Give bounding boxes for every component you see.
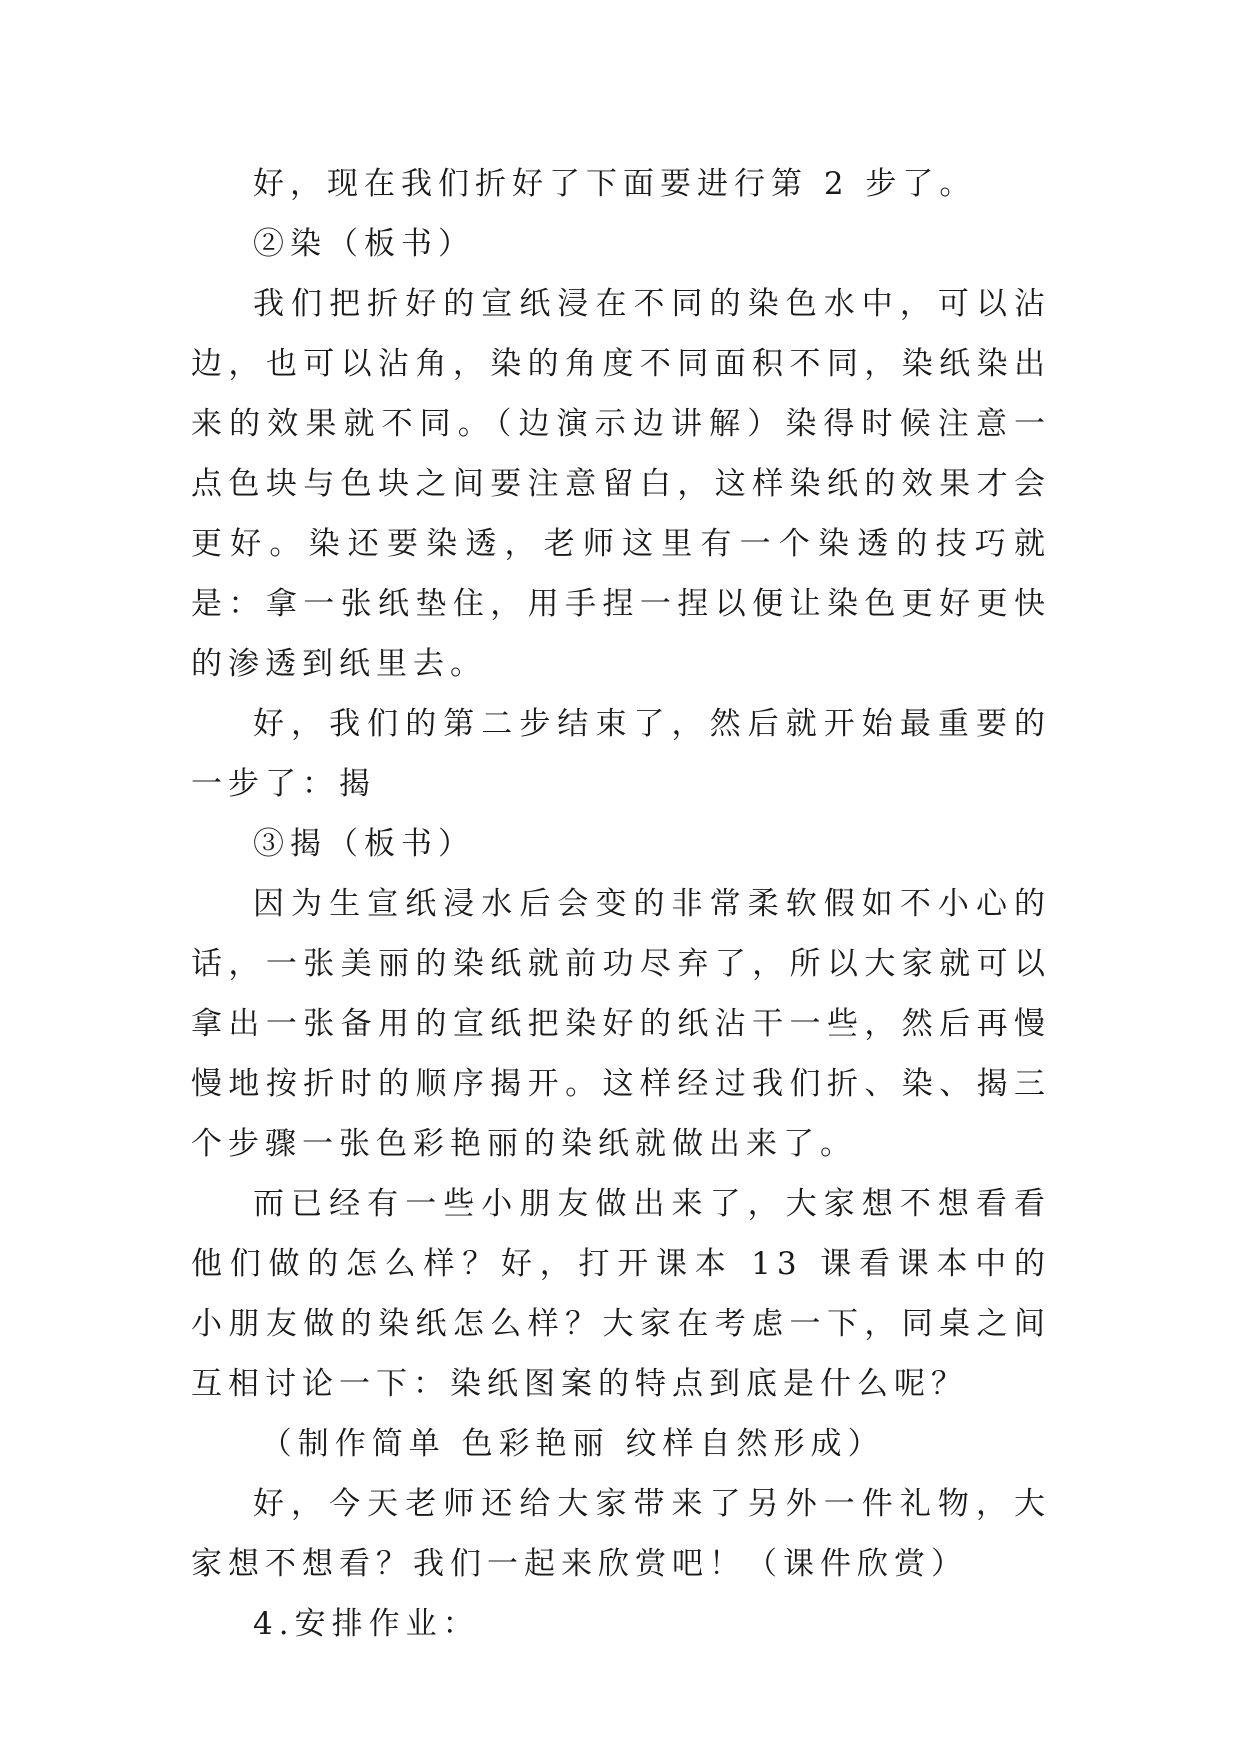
heading-unfold-step: ③揭（板书） [253,826,475,862]
paragraph-step3-intro: 好，我们的第二步结束了，然后就开始最重要的一步了：揭 [191,706,1051,802]
heading-homework: 4.安排作业： [253,1606,480,1642]
paragraph-pattern-features: （制作简单 色彩艳丽 纹样自然形成） [260,1426,885,1462]
document-body [191,154,1051,1654]
paragraph-dye-instructions: 我们把折好的宣纸浸在不同的染色水中，可以沾边，也可以沾角，染的角度不同面积不同，染纸染出来的效果就不同。（边演示边讲解）染得时候注意一点色块与色块之间要注意留白，这样染纸的效果才会更好。染还要染透，老师这里有一个染透的技巧就是：拿一张纸垫住，用手捏一捏以便让染色更好更快的渗透到纸里去。 [191,286,1051,682]
paragraph-courseware-appreciation: 好，今天老师还给大家带来了另外一件礼物，大家想不想看？我们一起来欣赏吧！（课件欣赏） [191,1486,1051,1582]
heading-dye-step: ②染（板书） [253,226,475,262]
paragraph-unfold-instructions: 因为生宣纸浸水后会变的非常柔软假如不小心的话，一张美丽的染纸就前功尽弃了，所以大家就可以拿出一张备用的宣纸把染好的纸沾干一些，然后再慢慢地按折时的顺序揭开。这样经过我们折、染、揭三个步骤一张色彩艳丽的染纸就做出来了。 [191,886,1051,1162]
paragraph-step2-intro: 好，现在我们折好了下面要进行第 2 步了。 [253,166,977,202]
paragraph-textbook-discussion: 而已经有一些小朋友做出来了，大家想不想看看他们做的怎么样？好，打开课本 13 课看课本中的小朋友做的染纸怎么样？大家在考虑一下，同桌之间互相讨论一下：染纸图案的特点到底是什么呢？ [191,1186,1051,1402]
